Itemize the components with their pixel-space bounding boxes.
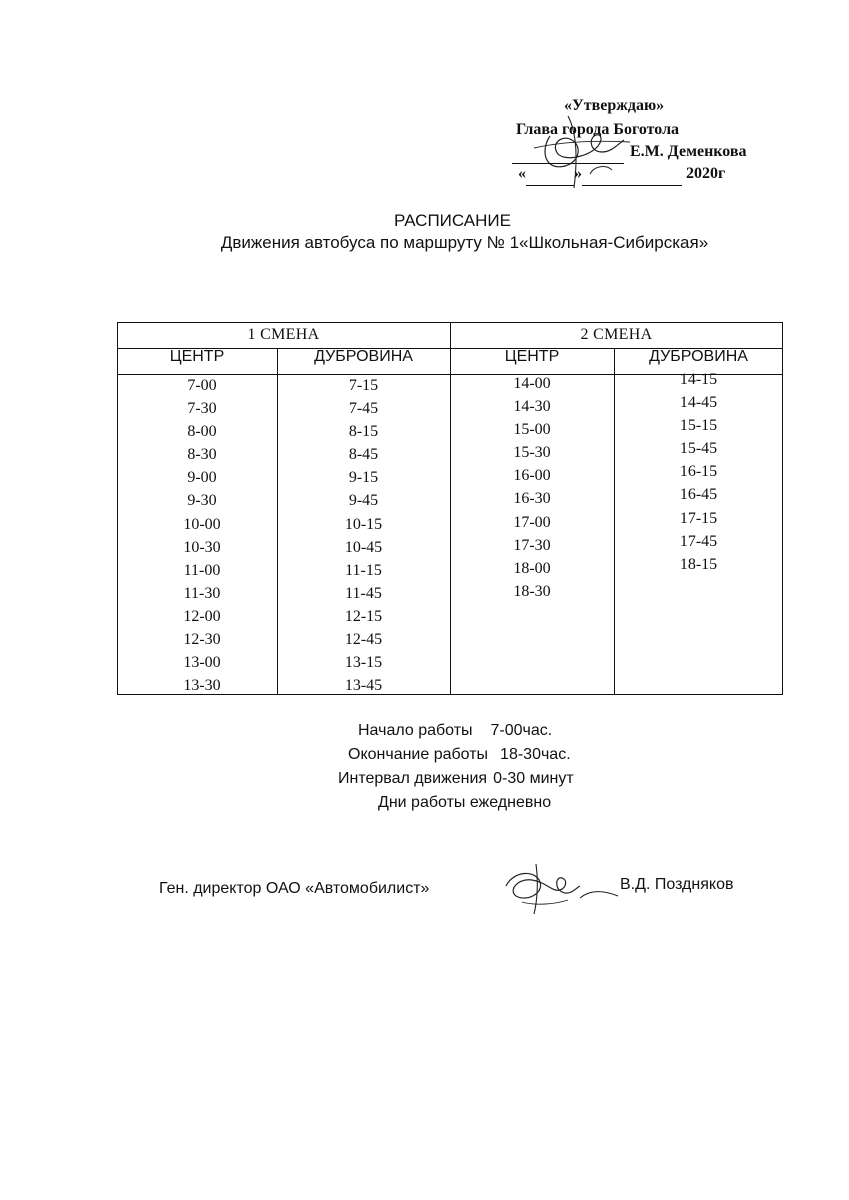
note-end <box>348 743 571 767</box>
shift-1-title: 1 СМЕНА <box>247 326 320 343</box>
time-cell: 8-45 <box>348 446 379 464</box>
time-cell: 15-15 <box>679 417 718 435</box>
time-cell: 12-30 <box>183 631 221 649</box>
time-cell: 12-45 <box>344 631 383 649</box>
time-cell: 7-15 <box>348 377 379 394</box>
note-interval <box>338 767 574 791</box>
time-cell: 10-45 <box>344 538 383 556</box>
note-start-label: Начало работы <box>358 722 473 739</box>
note-end-value: 18-30час. <box>500 746 571 763</box>
note-start <box>358 719 552 743</box>
shift-2-col-dubrovina-header: ДУБРОВИНА <box>649 348 748 365</box>
shift-2-col-center-header: ЦЕНТР <box>504 348 560 365</box>
time-cell: 13-00 <box>183 654 221 672</box>
time-cell: 15-30 <box>513 444 551 462</box>
director-signature <box>496 858 621 918</box>
shift-1-dubrovina-times <box>277 374 450 697</box>
shift-1-col-center-header: ЦЕНТР <box>169 348 225 365</box>
document-title: РАСПИСАНИЕ <box>394 211 511 230</box>
approval-signatory-name: Е.М. Деменкова <box>630 143 747 160</box>
time-cell: 15-45 <box>679 440 718 458</box>
date-month-line <box>582 171 682 186</box>
note-end-label: Окончание работы <box>348 746 489 763</box>
time-cell: 13-45 <box>344 677 383 695</box>
time-cell: 14-45 <box>679 394 718 412</box>
director-position: Ген. директор ОАО «Автомобилист» <box>159 880 430 897</box>
time-cell: 17-00 <box>513 513 551 531</box>
approval-position: Глава города Боготола <box>516 121 680 138</box>
date-quote-open: « <box>518 165 526 182</box>
time-cell: 9-30 <box>187 492 217 510</box>
director-name: В.Д. Поздняков <box>620 876 734 893</box>
time-cell: 18-30 <box>513 582 551 600</box>
shift-1-col-dubrovina-header: ДУБРОВИНА <box>314 348 413 365</box>
note-days: Дни работы ежедневно <box>378 794 552 811</box>
time-cell: 17-45 <box>679 532 718 550</box>
time-cell: 17-30 <box>513 536 551 554</box>
time-cell: 7-00 <box>187 377 217 394</box>
schedule-table <box>117 322 783 695</box>
time-cell: 15-00 <box>513 421 551 439</box>
time-cell: 7-30 <box>187 400 217 418</box>
time-cell: 11-30 <box>183 584 221 602</box>
time-cell: 10-30 <box>183 538 221 556</box>
time-cell: 12-00 <box>183 607 221 625</box>
time-cell: 13-15 <box>344 654 383 672</box>
time-cell: 14-15 <box>679 371 718 388</box>
date-day-line <box>526 171 574 186</box>
approval-title: «Утверждаю» <box>564 97 665 114</box>
date-quote-close: » <box>574 165 582 182</box>
time-cell: 8-15 <box>348 423 379 441</box>
time-cell: 13-30 <box>183 677 221 695</box>
time-cell: 16-15 <box>679 463 718 481</box>
note-interval-value: 0-30 минут <box>493 770 574 787</box>
time-cell: 18-00 <box>513 559 551 577</box>
time-cell: 8-00 <box>187 423 217 441</box>
date-year: 2020г <box>686 165 726 182</box>
time-cell: 16-30 <box>513 490 551 508</box>
time-cell: 8-30 <box>187 446 217 464</box>
time-cell: 10-15 <box>344 515 383 533</box>
time-cell: 18-15 <box>679 555 718 573</box>
shift-2-title: 2 СМЕНА <box>580 326 653 343</box>
time-cell: 17-15 <box>679 509 718 527</box>
time-cell: 9-00 <box>187 469 217 487</box>
time-cell: 11-00 <box>183 561 221 579</box>
time-cell: 11-15 <box>345 561 382 579</box>
note-start-value: 7-00час. <box>490 722 553 739</box>
time-cell: 9-45 <box>348 492 379 510</box>
shift-2-center-times <box>450 372 614 603</box>
document-subtitle: Движения автобуса по маршруту № 1«Школьная-Сибирская» <box>220 233 709 252</box>
shift-2-dubrovina-times <box>614 368 783 576</box>
time-cell: 9-15 <box>348 469 379 487</box>
time-cell: 10-00 <box>183 515 221 533</box>
approval-date <box>518 162 725 186</box>
shift-1-center-times <box>117 374 287 697</box>
time-cell: 16-45 <box>679 486 718 504</box>
time-cell: 14-30 <box>513 398 551 416</box>
time-cell: 11-45 <box>345 584 382 602</box>
approval-signatory <box>512 140 782 164</box>
time-cell: 14-00 <box>513 375 551 392</box>
time-cell: 7-45 <box>348 400 379 418</box>
time-cell: 16-00 <box>513 467 551 485</box>
time-cell: 12-15 <box>344 607 383 625</box>
note-interval-label: Интервал движения <box>338 770 488 787</box>
